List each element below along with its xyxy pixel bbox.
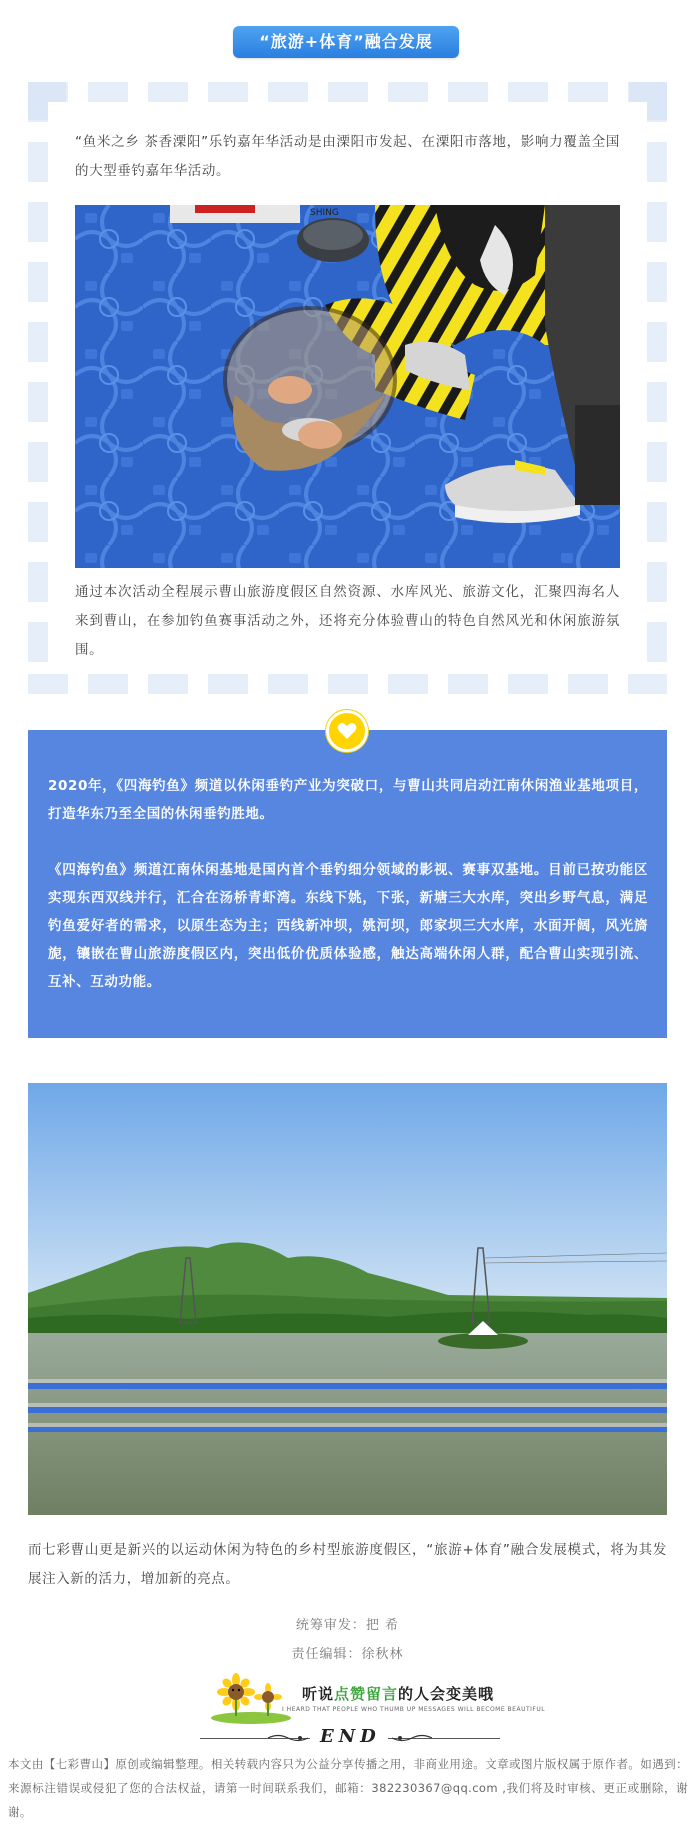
editor-credit: 责任编辑：徐秋林: [291, 1647, 404, 1662]
frame-corner-top-left: [28, 82, 66, 120]
copyright-disclaimer: 本文由【七彩曹山】原创或编辑整理。相关转载内容只为公益分享传播之用，非商业用途。文章或图片版权属于原作者。如遇到：来源标注错误或侵犯了您的合法权益，请第一时间联系我们，邮箱：382230367@qq.com ,我们将及时审核、更正或删除，谢谢。: [8, 1757, 688, 1819]
blue-panel-paragraph-1: 2020年，《四海钓鱼》频道以休闲垂钓产业为突破口，与曹山共同启动江南休闲渔业基地项目，打造华东乃至全国的休闲垂钓胜地。: [48, 778, 648, 822]
section-title: “旅游+体育”融合发展: [233, 26, 459, 58]
heart-icon: [337, 722, 357, 740]
frame-dash-top: [28, 82, 667, 102]
end-label: END: [320, 1726, 381, 1747]
heart-badge: [326, 710, 368, 752]
slogan: [302, 1683, 494, 1704]
frame-corner-top-right: [629, 82, 667, 120]
frame-dash-left: [28, 82, 48, 694]
frame-dash-bottom: [28, 674, 667, 694]
slogan-pre: 听说: [302, 1685, 335, 1703]
fishing-net-photo: [75, 205, 620, 568]
reservoir-landscape-photo: [28, 1083, 667, 1515]
conclusion-paragraph: 而七彩曹山更是新兴的以运动休闲为特色的乡村型旅游度假区，“旅游+体育”融合发展模式，将为其发展注入新的活力，增加新的亮点。: [28, 1542, 667, 1587]
sunflower-icon: [208, 1672, 294, 1728]
review-credit: 统筹审发：把 希: [295, 1618, 400, 1633]
scenery-paragraph: 通过本次活动全程展示曹山旅游度假区自然资源、水库风光、旅游文化，汇聚四海名人来到曹山，在参加钓鱼赛事活动之外，还将充分体验曹山的特色自然风光和休闲旅游氛围。: [75, 584, 620, 658]
slogan-post: 的人会变美哦: [398, 1685, 495, 1703]
slogan-subtitle: I HEARD THAT PEOPLE WHO THUMB UP MESSAGES WILL BECOME BEAUTIFUL: [282, 1706, 546, 1713]
slogan-highlight: 点赞留言: [334, 1685, 399, 1703]
end-ornament-right-icon: [392, 1733, 432, 1743]
frame-dash-right: [647, 82, 667, 694]
blue-panel-paragraph-2: 《四海钓鱼》频道江南休闲基地是国内首个垂钓细分领域的影视、赛事双基地。目前已按功能区实现东西双线并行，汇合在汤桥青虾湾。东线下姚，下张，新塘三大水库，突出乡野气息，满足钓鱼爱好者的需求，以原生态为主；西线新冲坝，姚河坝，郎家坝三大水库，水面开阔，风光旖旎，镶嵌在曹山旅游度假区内，突出低价优质体验感，触达高端休闲人群，配合曹山实现引流、互补、互动功能。: [48, 862, 648, 990]
intro-paragraph: “鱼米之乡 茶香溧阳”乐钓嘉年华活动是由溧阳市发起、在溧阳市落地，影响力覆盖全国的大型垂钓嘉年华活动。: [75, 134, 620, 179]
end-ornament-left-icon: [268, 1733, 308, 1743]
photo-shirt-text: SHING: [310, 208, 339, 218]
